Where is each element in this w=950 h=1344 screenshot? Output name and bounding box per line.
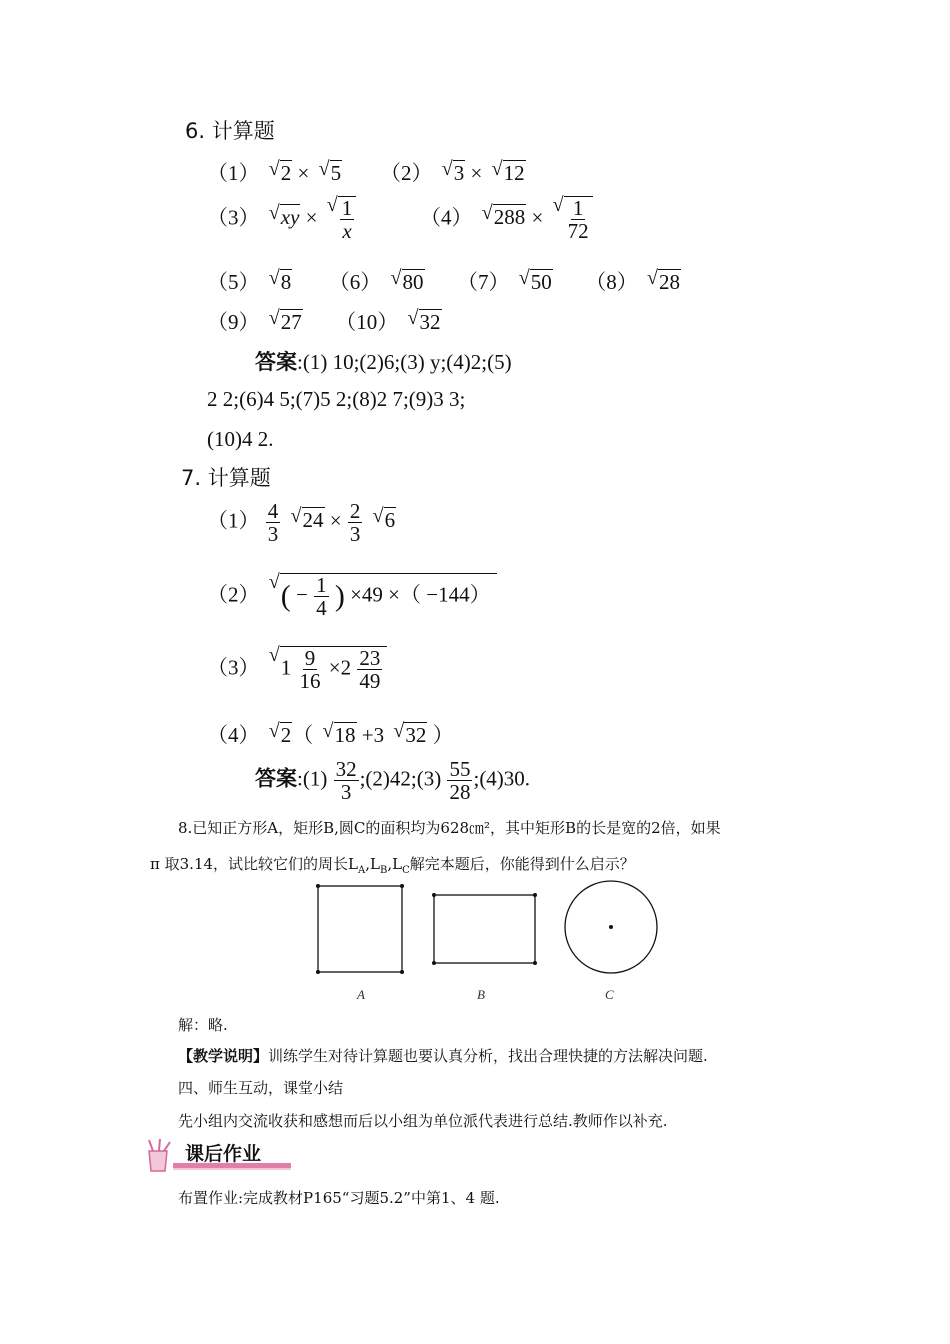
paren-close: ） [432, 723, 454, 747]
q6-row1-right [380, 157, 526, 187]
shapes-figure [300, 875, 680, 1010]
radicand: √ 80 [402, 269, 425, 295]
item-label: （6） [328, 270, 382, 294]
item-label: （2） [207, 582, 260, 607]
minus-sign: − [296, 582, 308, 607]
homework-badge-text: 课后作业 [185, 1143, 262, 1165]
whole-number: 1 [280, 655, 292, 680]
denominator: 4 [316, 596, 327, 621]
q6-row3 [207, 266, 681, 296]
homework-badge [143, 1137, 293, 1175]
q7-title: 7. 计算题 [181, 466, 271, 490]
item-label: （10） [335, 310, 399, 334]
q7-item1: （1） $\frac{4}{3}$ √ 24 × $\frac{2}{3}$ √ 6 [207, 500, 396, 545]
denominator: 3 [340, 780, 352, 805]
q6-row1-left [207, 157, 342, 187]
item-label: （3） [207, 655, 260, 680]
teaching-note-label: 【教学说明】 [178, 1047, 269, 1065]
item-label: （7） [457, 270, 510, 294]
numerator: √ 1 [572, 196, 584, 220]
radicand: √ 32 [404, 722, 427, 748]
radicand: √ 2 [280, 160, 293, 186]
summary-text: 先小组内交流收获和感想而后以小组为单位派代表进行总结.教师作以补充. [178, 1112, 668, 1130]
times-sign: × [305, 205, 318, 230]
radicand: √ 8 [280, 269, 293, 295]
q8-line1: 8.已知正方形A，矩形B,圆C的面积均为628㎝²，其中矩形B的长是宽的2倍，如果 [178, 819, 721, 837]
q6-title: 6. 计算题 [185, 119, 275, 143]
homework-text: 布置作业:完成教材P165“习题5.2”中第1、4 题. [178, 1189, 500, 1207]
teaching-note [178, 1045, 708, 1066]
label-b: B [477, 987, 485, 1002]
numerator: 4 [267, 499, 279, 523]
item-label: （3） [207, 205, 260, 230]
radicand: √ 2 [280, 722, 293, 748]
numerator: 1 [316, 573, 327, 597]
radicand: √ 6 [384, 507, 397, 533]
denominator: x [342, 219, 352, 244]
q6-answer-line3: (10)4 2. [207, 427, 274, 451]
denominator: 49 [359, 669, 381, 694]
denominator: 72 [567, 219, 589, 244]
expression-tail: ×49 ×（ −144） [350, 582, 491, 607]
answer-label: 答案 [255, 766, 297, 791]
answer-part: ;(4)30. [473, 766, 531, 791]
section-heading: 四、师生互动，课堂小结 [178, 1079, 344, 1097]
radicand: √ xy [280, 204, 301, 230]
item-label: （9） [207, 310, 260, 334]
radicand: √ 3 [453, 160, 466, 186]
item-label: （1） [207, 508, 260, 533]
denominator: 3 [267, 522, 279, 547]
mid-expression: ×2 [328, 655, 352, 680]
times-sign: × [297, 161, 310, 185]
radicand: √ 32 [419, 309, 442, 335]
item-label: （5） [207, 270, 260, 294]
times-sign: × [470, 161, 483, 185]
circle-c [565, 881, 657, 973]
numerator: 32 [335, 757, 357, 781]
q8-line2: π 取3.14，试比较它们的周长$L_A,L_B,L_C$解完本题后，你能得到什么启示？ [150, 855, 635, 876]
plus-term: +3 [361, 723, 385, 747]
numerator: 23 [359, 646, 381, 670]
q6-row2-right [420, 196, 593, 242]
numerator: 55 [449, 757, 471, 781]
radicand: √ 50 [530, 269, 553, 295]
denominator: 28 [449, 780, 471, 805]
radicand: √ 27 [280, 309, 303, 335]
q6-answer-line2: 2 2;(6)4 5;(7)5 2;(8)2 7;(9)3 3; [207, 387, 466, 411]
numerator: 2 [349, 499, 361, 523]
paren-open: （ [292, 723, 314, 747]
radicand: √ 288 [493, 204, 527, 230]
q8-solution: 解：略. [178, 1016, 228, 1034]
numerator: 9 [304, 646, 316, 670]
radicand: √ 28 [658, 269, 681, 295]
q7-item4 [207, 719, 454, 749]
q7-item3 [207, 646, 387, 692]
radicand: √ 12 [503, 160, 526, 186]
item-label: （8） [585, 270, 638, 294]
times-sign: × [531, 205, 544, 230]
q6-answer-line1 [255, 346, 512, 376]
q6-row4 [207, 306, 442, 336]
label-a: A [357, 987, 365, 1002]
item-label: （4） [207, 723, 260, 747]
label-c: C [605, 987, 614, 1002]
item-label: （4） [420, 205, 473, 230]
radicand: √ 24 [302, 507, 325, 533]
answer-part: ;(2)42;(3) [359, 766, 442, 791]
item-label: （2） [380, 161, 433, 185]
q7-answer [255, 758, 530, 803]
q6-row2-left [207, 196, 356, 242]
item-label: （1） [207, 161, 260, 185]
rectangle-b [432, 893, 537, 965]
answer-part: :(1) [297, 766, 328, 791]
numerator: √ 1 [341, 196, 353, 220]
denominator: 16 [299, 669, 321, 694]
radicand: √ 18 [334, 722, 357, 748]
q7-item2: （2） √ ( − $\frac{1}{4}$ ) ×49 ×（ −144） [207, 573, 497, 619]
answer-text: :(1) 10;(2)6;(3) y;(4)2;(5) [297, 350, 512, 374]
denominator: 3 [349, 522, 361, 547]
answer-label: 答案 [255, 350, 297, 374]
radicand: √ 5 [330, 160, 343, 186]
teaching-note-text: 训练学生对待计算题也要认真分析，找出合理快捷的方法解决问题. [268, 1047, 708, 1065]
square-a [316, 884, 404, 974]
